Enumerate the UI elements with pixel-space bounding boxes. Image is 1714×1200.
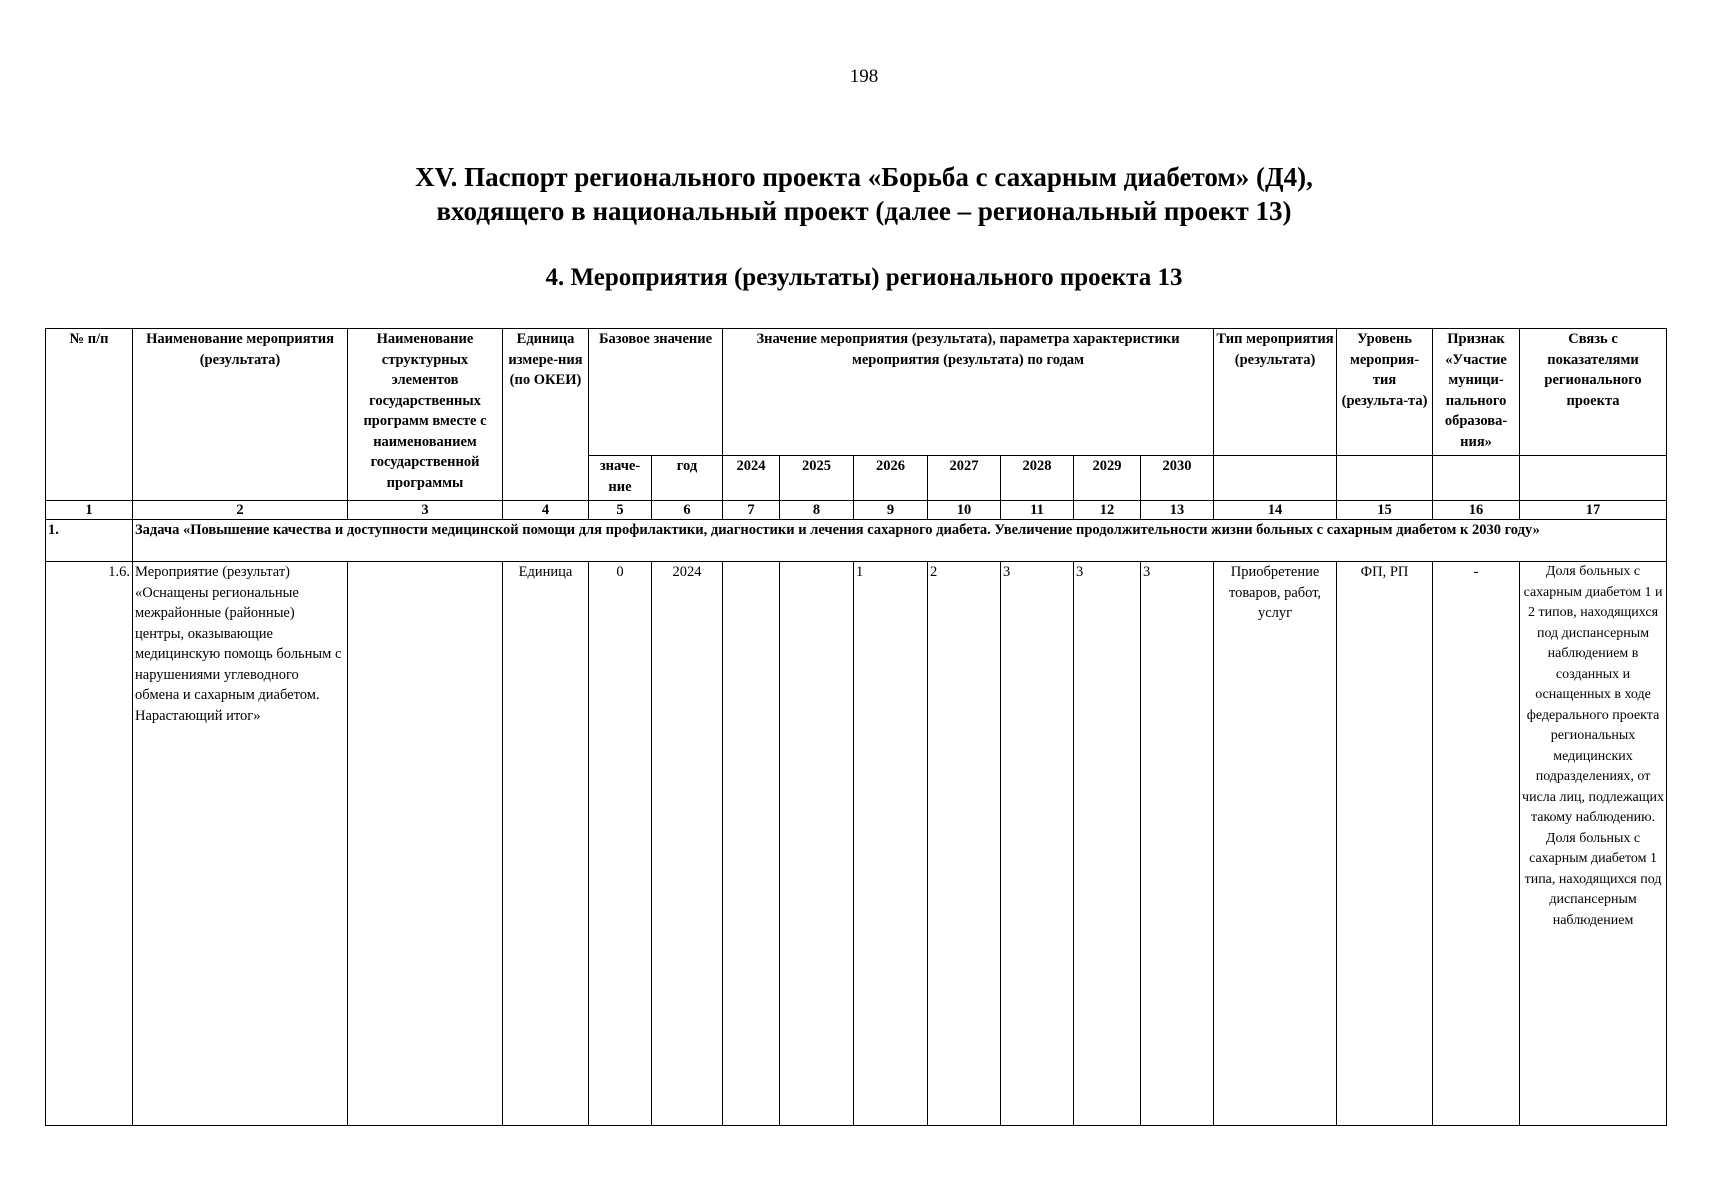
row-structure (348, 562, 503, 1126)
column-number: 4 (503, 501, 589, 520)
row-value-2029: 3 (1074, 562, 1141, 1126)
row-type: Приобретение товаров, работ, услуг (1214, 562, 1337, 1126)
column-number: 7 (723, 501, 780, 520)
column-number: 5 (589, 501, 652, 520)
row-municipal: - (1433, 562, 1520, 1126)
header-empty-15 (1337, 456, 1433, 501)
task-text: Задача «Повышение качества и доступности медицинской помощи для профилактики, диагностики и лечения сахарного диабета. Увеличение продолжительности жизни больных с сахарным диабетом к 2030 году» (133, 520, 1667, 562)
header-name: Наименование мероприятия (результата) (133, 329, 348, 501)
header-year-2024: 2024 (723, 456, 780, 501)
row-unit: Единица (503, 562, 589, 1126)
row-level: ФП, РП (1337, 562, 1433, 1126)
header-municipal: Признак «Участие муници-пального образова-ния» (1433, 329, 1520, 456)
row-value-2027: 2 (928, 562, 1001, 1126)
header-year-2027: 2027 (928, 456, 1001, 501)
header-empty-16 (1433, 456, 1520, 501)
column-number: 11 (1001, 501, 1074, 520)
row-value-2024 (723, 562, 780, 1126)
column-number: 12 (1074, 501, 1141, 520)
header-unit: Единица измере-ния (по ОКЕИ) (503, 329, 589, 501)
header-structure: Наименование структурных элементов государственных программ вместе с наименованием государственной программы (348, 329, 503, 501)
column-number: 8 (780, 501, 854, 520)
table-row (46, 562, 1667, 1126)
header-row-1 (46, 329, 1667, 456)
column-number: 9 (854, 501, 928, 520)
row-base-value: 0 (589, 562, 652, 1126)
row-value-2025 (780, 562, 854, 1126)
row-link: Доля больных с сахарным диабетом 1 и 2 типов, находящихся под диспансерным наблюдением в созданных и оснащенных в ходе федерального проекта региональных медицинских подразделениях, от числа лиц, подлежащих такому наблюдению. Доля больных с сахарным диабетом 1 типа, находящихся под диспансерным наблюдением (1520, 562, 1667, 1126)
header-base-year: год (652, 456, 723, 501)
page-number: 198 (849, 66, 879, 87)
task-row (46, 520, 1667, 562)
title-line-1: XV. Паспорт регионального проекта «Борьба с сахарным диабетом» (Д4), (415, 162, 1313, 192)
column-number: 3 (348, 501, 503, 520)
task-num: 1. (46, 520, 133, 562)
column-number: 10 (928, 501, 1001, 520)
column-number: 16 (1433, 501, 1520, 520)
header-empty-14 (1214, 456, 1337, 501)
header-year-2028: 2028 (1001, 456, 1074, 501)
column-number: 13 (1141, 501, 1214, 520)
header-empty-17 (1520, 456, 1667, 501)
header-type: Тип мероприятия (результата) (1214, 329, 1337, 456)
header-base: Базовое значение (589, 329, 723, 456)
row-num: 1.6. (46, 562, 133, 1126)
row-base-year: 2024 (652, 562, 723, 1126)
header-base-value: значе-ние (589, 456, 652, 501)
header-values-by-year: Значение мероприятия (результата), параметра характеристики мероприятия (результата) по годам (723, 329, 1214, 456)
section-subtitle: 4. Мероприятия (результаты) регионального проекта 13 (545, 264, 1183, 291)
header-year-2026: 2026 (854, 456, 928, 501)
column-number-row (46, 501, 1667, 520)
header-year-2029: 2029 (1074, 456, 1141, 501)
document-title (0, 160, 1714, 228)
title-line-2: входящего в национальный проект (далее – региональный проект 13) (436, 196, 1292, 226)
column-number: 1 (46, 501, 133, 520)
header-num: № п/п (46, 329, 133, 501)
header-link: Связь с показателями регионального проекта (1520, 329, 1667, 456)
header-year-2030: 2030 (1141, 456, 1214, 501)
header-level: Уровень мероприя-тия (результа-та) (1337, 329, 1433, 456)
row-value-2028: 3 (1001, 562, 1074, 1126)
column-number: 15 (1337, 501, 1433, 520)
column-number: 6 (652, 501, 723, 520)
row-value-2026: 1 (854, 562, 928, 1126)
row-name: Мероприятие (результат) «Оснащены региональные межрайонные (районные) центры, оказывающие медицинскую помощь больным с нарушениями углеводного обмена и сахарным диабетом. Нарастающий итог» (133, 562, 348, 1126)
row-value-2030: 3 (1141, 562, 1214, 1126)
column-number: 14 (1214, 501, 1337, 520)
header-year-2025: 2025 (780, 456, 854, 501)
column-number: 2 (133, 501, 348, 520)
activities-table (45, 328, 1667, 1126)
column-number: 17 (1520, 501, 1667, 520)
